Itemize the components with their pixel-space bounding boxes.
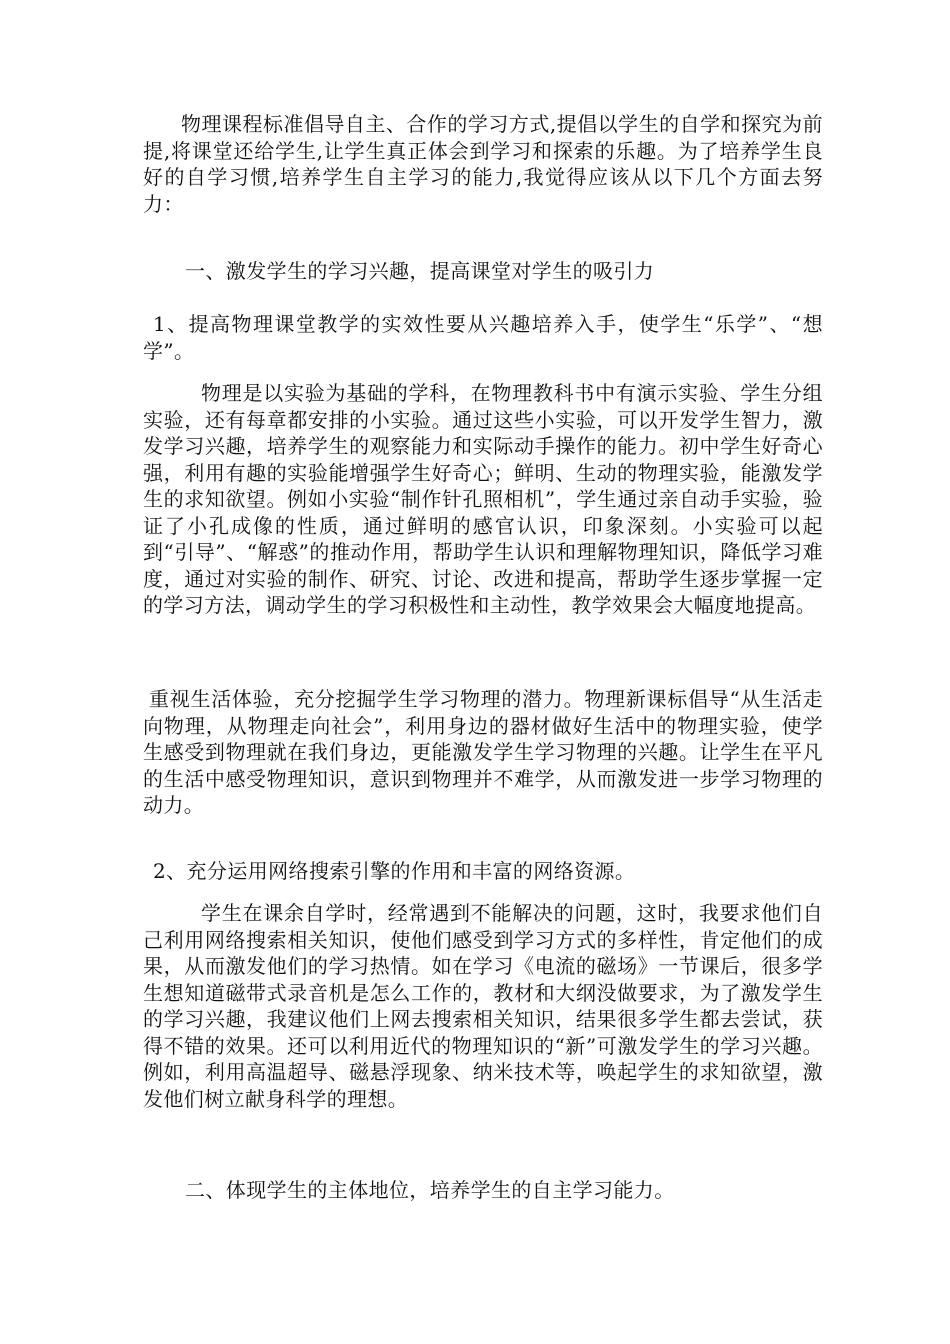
section-heading-1: 一、激发学生的学习兴趣，提高课堂对学生的吸引力	[185, 259, 655, 283]
subsection-heading-1: 1、提高物理课堂教学的实效性要从兴趣培养入手，使学生“乐学”、“想学”。	[143, 312, 823, 363]
subsection-heading-2: 2、充分运用网络搜索引擎的作用和丰富的网络资源。	[153, 859, 636, 883]
life-experience-paragraph: 重视生活体验，充分挖掘学生学习物理的潜力。物理新课标倡导“从生活走向物理，从物理走向社会”，利用身边的器材做好生活中的物理实验，使学生感受到物理就在我们身边，更能激发学生学习物理的兴趣。让学生在平凡的生活中感受物理知识，意识到物理并不难学，从而激发进一步学习物理的动力。	[143, 687, 823, 817]
intro-paragraph: 物理课程标准倡导自主、合作的学习方式,提倡以学生的自学和探究为前提,将课堂还给学生,让学生真正体会到学习和探索的乐趣。为了培养学生良好的自学习惯,培养学生自主学习的能力,我觉得应该从以下几个方面去努力：	[143, 112, 823, 216]
section-heading-2: 二、体现学生的主体地位，培养学生的自主学习能力。	[185, 1178, 675, 1202]
network-resources-paragraph: 学生在课余自学时，经常遇到不能解决的问题，这时，我要求他们自己利用网络搜索相关知识，使他们感受到学习方式的多样性，肯定他们的成果，从而激发他们的学习热情。如在学习《电流的磁场》一节课后，很多学生想知道磁带式录音机是怎么工作的，教材和大纲没做要求，为了激发学生的学习兴趣，我建议他们上网去搜索相关知识，结果很多学生都去尝试，获得不错的效果。还可以利用近代的物理知识的“新”可激发学生的学习兴趣。例如，利用高温超导、磁悬浮现象、纳米技术等，唤起学生的求知欲望，激发他们树立献身科学的理想。	[143, 901, 823, 1111]
experiment-paragraph: 物理是以实验为基础的学科，在物理教科书中有演示实验、学生分组实验，还有每章都安排的小实验。通过这些小实验，可以开发学生智力，激发学习兴趣，培养学生的观察能力和实际动手操作的能力。初中学生好奇心强，利用有趣的实验能增强学生好奇心；鲜明、生动的物理实验，能激发学生的求知欲望。例如小实验“制作针孔照相机”，学生通过亲自动手实验，验证了小孔成像的性质，通过鲜明的感官认识，印象深刻。小实验可以起到“引导”、“解惑”的推动作用，帮助学生认识和理解物理知识，降低学习难度，通过对实验的制作、研究、讨论、改进和提高，帮助学生逐步掌握一定的学习方法，调动学生的学习积极性和主动性，教学效果会大幅度地提高。	[143, 381, 823, 617]
